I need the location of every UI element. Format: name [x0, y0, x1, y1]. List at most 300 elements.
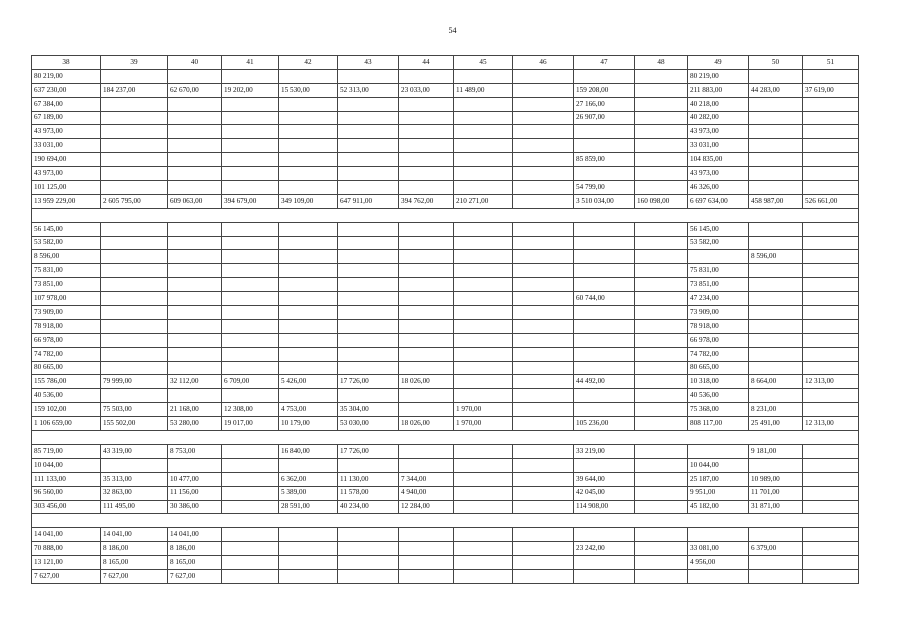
table-cell [513, 403, 574, 417]
table-cell [803, 139, 859, 153]
table-cell [279, 458, 338, 472]
table-cell [399, 278, 454, 292]
table-cell [635, 403, 688, 417]
table-cell [749, 139, 803, 153]
table-cell: 18 026,00 [399, 417, 454, 431]
table-cell: 66 978,00 [688, 333, 749, 347]
table-cell [168, 69, 222, 83]
column-header: 44 [399, 56, 454, 70]
table-cell: 12 313,00 [803, 375, 859, 389]
empty-cell [338, 514, 399, 528]
table-cell [513, 347, 574, 361]
empty-cell [222, 208, 279, 222]
table-cell [338, 458, 399, 472]
table-cell [749, 222, 803, 236]
empty-cell [574, 514, 635, 528]
empty-cell [803, 208, 859, 222]
table-cell [749, 97, 803, 111]
table-cell: 111 133,00 [32, 472, 101, 486]
table-row [32, 542, 859, 556]
table-cell [513, 500, 574, 514]
table-cell: 8 596,00 [32, 250, 101, 264]
table-cell [749, 556, 803, 570]
table-row [32, 97, 859, 111]
table-cell [101, 139, 168, 153]
table-cell: 2 605 795,00 [101, 194, 168, 208]
table-cell [513, 236, 574, 250]
table-row [32, 83, 859, 97]
empty-cell [338, 431, 399, 445]
table-cell: 12 313,00 [803, 417, 859, 431]
table-cell [101, 181, 168, 195]
empty-cell [749, 431, 803, 445]
table-cell [803, 222, 859, 236]
table-cell [688, 250, 749, 264]
table-cell [513, 250, 574, 264]
table-cell [168, 347, 222, 361]
table-cell [635, 222, 688, 236]
table-cell [513, 222, 574, 236]
table-cell [574, 69, 635, 83]
table-cell [803, 278, 859, 292]
table-cell [454, 333, 513, 347]
table-cell [222, 222, 279, 236]
table-cell [399, 236, 454, 250]
table-cell [399, 111, 454, 125]
table-cell [574, 528, 635, 542]
table-cell [399, 153, 454, 167]
table-cell [279, 69, 338, 83]
table-cell [399, 319, 454, 333]
table-cell [574, 236, 635, 250]
table-cell: 74 782,00 [32, 347, 101, 361]
table-cell [168, 181, 222, 195]
table-cell [574, 361, 635, 375]
table-cell [513, 292, 574, 306]
table-cell [399, 556, 454, 570]
table-cell: 11 156,00 [168, 486, 222, 500]
empty-cell [688, 208, 749, 222]
table-cell [803, 361, 859, 375]
table-cell: 62 670,00 [168, 83, 222, 97]
table-cell: 210 271,00 [454, 194, 513, 208]
table-cell [574, 167, 635, 181]
empty-cell [635, 208, 688, 222]
empty-cell [32, 208, 101, 222]
table-cell: 10 989,00 [749, 472, 803, 486]
table-cell [454, 486, 513, 500]
column-header: 38 [32, 56, 101, 70]
table-cell [803, 486, 859, 500]
table-cell: 4 753,00 [279, 403, 338, 417]
table-cell [513, 444, 574, 458]
table-cell [168, 292, 222, 306]
table-cell: 67 189,00 [32, 111, 101, 125]
table-cell [399, 306, 454, 320]
table-row [32, 153, 859, 167]
table-row [32, 250, 859, 264]
table-cell [513, 375, 574, 389]
table-cell [399, 264, 454, 278]
table-cell: 394 679,00 [222, 194, 279, 208]
table-cell [513, 528, 574, 542]
table-cell: 47 234,00 [688, 292, 749, 306]
table-cell [454, 69, 513, 83]
table-cell [101, 153, 168, 167]
table-cell [749, 319, 803, 333]
table-cell [279, 569, 338, 583]
table-cell [279, 236, 338, 250]
table-cell: 12 284,00 [399, 500, 454, 514]
table-cell [101, 347, 168, 361]
table-cell: 74 782,00 [688, 347, 749, 361]
table-cell [399, 458, 454, 472]
empty-cell [574, 431, 635, 445]
table-cell [338, 528, 399, 542]
table-cell [513, 69, 574, 83]
table-cell [279, 167, 338, 181]
table-cell: 609 063,00 [168, 194, 222, 208]
table-cell [749, 111, 803, 125]
table-cell [635, 181, 688, 195]
table-cell [574, 569, 635, 583]
table-cell [749, 347, 803, 361]
table-cell: 78 918,00 [688, 319, 749, 333]
table-cell [222, 125, 279, 139]
table-cell [168, 125, 222, 139]
table-cell: 9 951,00 [688, 486, 749, 500]
table-cell [513, 111, 574, 125]
table-cell [454, 472, 513, 486]
table-cell [513, 458, 574, 472]
table-cell: 15 530,00 [279, 83, 338, 97]
table-cell: 43 973,00 [32, 125, 101, 139]
empty-cell [222, 514, 279, 528]
table-cell: 30 386,00 [168, 500, 222, 514]
table-cell [454, 458, 513, 472]
table-cell [399, 403, 454, 417]
table-cell [635, 417, 688, 431]
table-cell: 6 697 634,00 [688, 194, 749, 208]
table-cell: 211 883,00 [688, 83, 749, 97]
table-cell [803, 264, 859, 278]
table-cell [338, 264, 399, 278]
table-cell [635, 264, 688, 278]
table-cell [222, 319, 279, 333]
table-cell: 1 970,00 [454, 417, 513, 431]
table-cell: 56 145,00 [688, 222, 749, 236]
table-cell [454, 278, 513, 292]
table-cell [222, 569, 279, 583]
table-cell [454, 97, 513, 111]
table-cell [635, 361, 688, 375]
table-cell [279, 97, 338, 111]
table-cell: 27 166,00 [574, 97, 635, 111]
table-cell [399, 361, 454, 375]
table-row [32, 528, 859, 542]
table-cell [279, 264, 338, 278]
table-cell [454, 375, 513, 389]
table-cell [399, 69, 454, 83]
table-cell [222, 181, 279, 195]
table-cell [803, 458, 859, 472]
table-cell [513, 167, 574, 181]
table-cell [635, 333, 688, 347]
table-cell [635, 319, 688, 333]
table-cell [513, 472, 574, 486]
table-cell: 7 344,00 [399, 472, 454, 486]
table-cell: 458 987,00 [749, 194, 803, 208]
table-cell [454, 347, 513, 361]
table-cell [803, 333, 859, 347]
table-cell [279, 542, 338, 556]
table-cell [101, 111, 168, 125]
column-header: 51 [803, 56, 859, 70]
table-cell [338, 361, 399, 375]
table-cell [338, 181, 399, 195]
table-cell [454, 389, 513, 403]
table-cell [635, 556, 688, 570]
column-header: 48 [635, 56, 688, 70]
table-cell: 43 973,00 [688, 125, 749, 139]
section-gap-row [32, 431, 859, 445]
empty-cell [803, 514, 859, 528]
table-cell [635, 375, 688, 389]
table-cell: 75 368,00 [688, 403, 749, 417]
empty-cell [513, 431, 574, 445]
table-cell [279, 306, 338, 320]
table-cell: 7 627,00 [101, 569, 168, 583]
table-cell [574, 278, 635, 292]
table-cell: 28 591,00 [279, 500, 338, 514]
table-cell [635, 500, 688, 514]
table-cell [399, 167, 454, 181]
table-cell [399, 292, 454, 306]
table-cell: 155 502,00 [101, 417, 168, 431]
table-cell: 11 701,00 [749, 486, 803, 500]
table-cell [513, 333, 574, 347]
table-cell [101, 236, 168, 250]
table-cell: 6 379,00 [749, 542, 803, 556]
table-cell [513, 306, 574, 320]
column-header: 41 [222, 56, 279, 70]
empty-cell [338, 208, 399, 222]
table-cell [513, 125, 574, 139]
table-cell: 33 219,00 [574, 444, 635, 458]
table-cell [803, 125, 859, 139]
table-cell: 42 045,00 [574, 486, 635, 500]
table-cell [803, 472, 859, 486]
column-header: 49 [688, 56, 749, 70]
table-cell [635, 444, 688, 458]
table-cell: 44 492,00 [574, 375, 635, 389]
table-cell [454, 222, 513, 236]
table-cell [513, 83, 574, 97]
table-cell: 159 102,00 [32, 403, 101, 417]
table-cell [454, 569, 513, 583]
table-cell [399, 125, 454, 139]
table-cell [101, 125, 168, 139]
table-cell: 17 726,00 [338, 444, 399, 458]
table-cell [338, 347, 399, 361]
table-row [32, 417, 859, 431]
table-cell [279, 347, 338, 361]
table-cell: 35 304,00 [338, 403, 399, 417]
table-cell [513, 264, 574, 278]
empty-cell [101, 431, 168, 445]
table-cell [399, 139, 454, 153]
table-cell [399, 569, 454, 583]
table-cell: 23 242,00 [574, 542, 635, 556]
table-cell: 25 187,00 [688, 472, 749, 486]
table-cell [574, 556, 635, 570]
table-cell [338, 167, 399, 181]
table-cell [635, 153, 688, 167]
table-cell: 647 911,00 [338, 194, 399, 208]
empty-cell [454, 514, 513, 528]
table-cell [803, 167, 859, 181]
table-cell: 155 786,00 [32, 375, 101, 389]
table-cell [168, 333, 222, 347]
table-row [32, 556, 859, 570]
empty-cell [454, 431, 513, 445]
table-cell [454, 111, 513, 125]
table-cell [635, 139, 688, 153]
table-cell [635, 83, 688, 97]
table-cell [803, 500, 859, 514]
table-row [32, 347, 859, 361]
column-header: 42 [279, 56, 338, 70]
table-cell [803, 153, 859, 167]
table-cell [279, 556, 338, 570]
table-cell: 12 308,00 [222, 403, 279, 417]
table-cell: 10 318,00 [688, 375, 749, 389]
table-cell [399, 181, 454, 195]
table-cell [454, 306, 513, 320]
table-cell [749, 167, 803, 181]
table-cell [279, 333, 338, 347]
table-cell: 78 918,00 [32, 319, 101, 333]
table-cell [688, 569, 749, 583]
table-cell [222, 500, 279, 514]
table-cell [454, 361, 513, 375]
table-cell: 14 041,00 [101, 528, 168, 542]
table-cell [803, 292, 859, 306]
table-cell: 73 909,00 [688, 306, 749, 320]
table-cell [279, 153, 338, 167]
empty-cell [749, 208, 803, 222]
table-cell [635, 569, 688, 583]
table-cell [454, 153, 513, 167]
table-row [32, 278, 859, 292]
table-cell: 31 871,00 [749, 500, 803, 514]
table-cell [454, 556, 513, 570]
table-cell: 14 041,00 [32, 528, 101, 542]
table-cell: 33 081,00 [688, 542, 749, 556]
table-cell [168, 153, 222, 167]
table-cell: 111 495,00 [101, 500, 168, 514]
table-cell: 21 168,00 [168, 403, 222, 417]
empty-cell [279, 431, 338, 445]
table-cell [513, 417, 574, 431]
table-cell [749, 306, 803, 320]
table-cell: 80 665,00 [32, 361, 101, 375]
table-cell: 32 112,00 [168, 375, 222, 389]
table-cell: 9 181,00 [749, 444, 803, 458]
table-cell [803, 528, 859, 542]
table-cell [574, 306, 635, 320]
table-cell [222, 139, 279, 153]
table-row [32, 125, 859, 139]
table-row [32, 375, 859, 389]
table-cell [338, 569, 399, 583]
table-row [32, 181, 859, 195]
table-cell [454, 528, 513, 542]
table-cell [279, 528, 338, 542]
table-cell [803, 444, 859, 458]
table-cell: 75 503,00 [101, 403, 168, 417]
table-cell: 11 130,00 [338, 472, 399, 486]
table-cell: 32 863,00 [101, 486, 168, 500]
table-cell [101, 69, 168, 83]
table-cell: 43 319,00 [101, 444, 168, 458]
table-cell [279, 361, 338, 375]
table-cell [749, 69, 803, 83]
table-cell [222, 292, 279, 306]
table-cell [513, 181, 574, 195]
table-cell [454, 181, 513, 195]
table-cell [749, 389, 803, 403]
table-cell [513, 194, 574, 208]
table-cell [399, 250, 454, 264]
table-cell [803, 542, 859, 556]
table-cell [338, 542, 399, 556]
table-cell [513, 542, 574, 556]
table-cell [222, 361, 279, 375]
table-cell [454, 167, 513, 181]
table-cell [513, 556, 574, 570]
table-cell: 39 644,00 [574, 472, 635, 486]
column-header: 50 [749, 56, 803, 70]
table-cell: 107 978,00 [32, 292, 101, 306]
table-cell [338, 111, 399, 125]
section-gap-row [32, 514, 859, 528]
table-cell: 303 456,00 [32, 500, 101, 514]
table-cell [749, 458, 803, 472]
table-cell [749, 181, 803, 195]
table-row [32, 194, 859, 208]
table-cell: 8 596,00 [749, 250, 803, 264]
table-cell: 56 145,00 [32, 222, 101, 236]
table-cell [635, 69, 688, 83]
table-cell [168, 278, 222, 292]
table-row [32, 111, 859, 125]
table-cell: 8 231,00 [749, 403, 803, 417]
table-cell: 114 908,00 [574, 500, 635, 514]
table-cell [338, 319, 399, 333]
table-cell: 40 218,00 [688, 97, 749, 111]
table-cell: 40 536,00 [688, 389, 749, 403]
table-cell [574, 458, 635, 472]
table-cell: 159 208,00 [574, 83, 635, 97]
table-cell: 33 031,00 [688, 139, 749, 153]
table-cell: 66 978,00 [32, 333, 101, 347]
table-cell [168, 319, 222, 333]
empty-cell [803, 431, 859, 445]
table-cell: 8 165,00 [101, 556, 168, 570]
column-header: 45 [454, 56, 513, 70]
table-cell: 5 389,00 [279, 486, 338, 500]
